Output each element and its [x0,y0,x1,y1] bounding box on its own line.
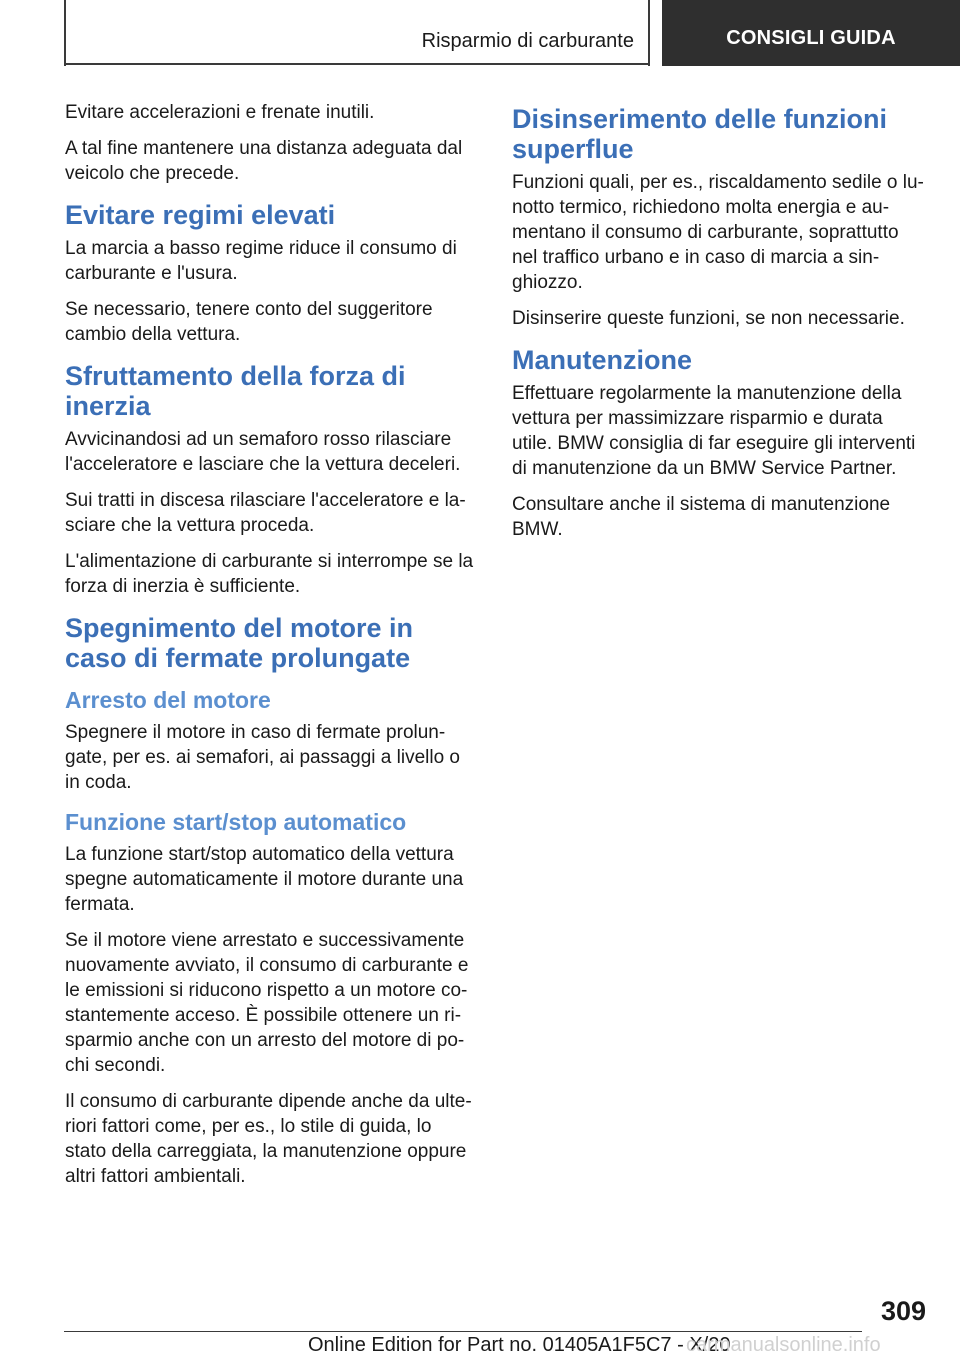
paragraph: Evitare accelerazioni e frenate inutili. [65,102,375,123]
subheading-start-stop: Funzione start/stop automatico [65,809,407,835]
edition-note: Online Edition for Part no. 01405A1F5C7 - X/20 [308,1334,731,1356]
paragraph: L'alimentazione di carburante si interrompe se la forza di inerzia è sufficiente. [65,551,474,597]
paragraph: Spegnere il motore in caso di fermate prolun-gate, per es. ai semafori, ai passaggi a livello o in coda. [65,722,460,793]
heading-spegnimento-motore: Spegnimento del motore in caso di fermate prolungate [65,613,414,673]
watermark: carmanualsonline.info [686,1334,881,1356]
section-title: Risparmio di carburante [421,30,634,52]
right-column [512,100,924,553]
paragraph: A tal fine mantenere una distanza adeguata dal veicolo che precede. [65,138,463,184]
paragraph: Se il motore viene arrestato e successivamente nuovamente avviato, il consumo di carburante e le emissioni si riducono rispetto a un motore co-stantemente acceso. È possibile ottenere un ri-sparmio anche con un arresto del motore di po-chi secondi. [65,930,469,1076]
left-column [65,100,477,1200]
paragraph: Il consumo di carburante dipende anche da ulte-riori fattori come, per es., lo stile di guida, lo stato della carreggiata, la manutenzione oppure altri fattori ambientali. [65,1091,472,1187]
paragraph: Disinserire queste funzioni, se non necessarie. [512,308,905,329]
heading-disinserimento-funzioni: Disinserimento delle funzioni superflue [512,104,888,164]
paragraph: Consultare anche il sistema di manutenzione BMW. [512,494,891,540]
heading-evitare-regimi-elevati: Evitare regimi elevati [65,200,336,230]
header-rule-left [64,0,66,66]
header-rule-bottom [64,63,650,65]
chapter-tab: CONSIGLI GUIDA [662,0,960,66]
subheading-arresto-motore: Arresto del motore [65,687,271,713]
footer-rule [64,1331,862,1332]
heading-manutenzione: Manutenzione [512,345,692,375]
paragraph: Sui tratti in discesa rilasciare l'acceleratore e la-sciare che la vettura proceda. [65,490,466,536]
paragraph: Avvicinandosi ad un semaforo rosso rilasciare l'acceleratore e lasciare che la vettura deceleri. [65,429,461,475]
paragraph: Effettuare regolarmente la manutenzione della vettura per massimizzare risparmio e durata utile. BMW consiglia di far eseguire gli interventi di manutenzione da un BMW Service Partner. [512,383,916,479]
header-rule-divider [648,0,650,66]
paragraph: Se necessario, tenere conto del suggeritore cambio della vettura. [65,299,433,345]
page-number: 309 [880,1296,926,1326]
paragraph: Funzioni quali, per es., riscaldamento sedile o lu-notto termico, richiedono molta energia e au-mentano il consumo di carburante, soprattutto nel traffico urbano e in caso di marcia a sin-ghiozzo. [512,172,924,293]
heading-forza-di-inerzia: Sfruttamento della forza di inerzia [65,361,406,421]
paragraph: La marcia a basso regime riduce il consumo di carburante e l'usura. [65,238,457,284]
paragraph: La funzione start/stop automatico della vettura spegne automaticamente il motore durante una fermata. [65,844,464,915]
